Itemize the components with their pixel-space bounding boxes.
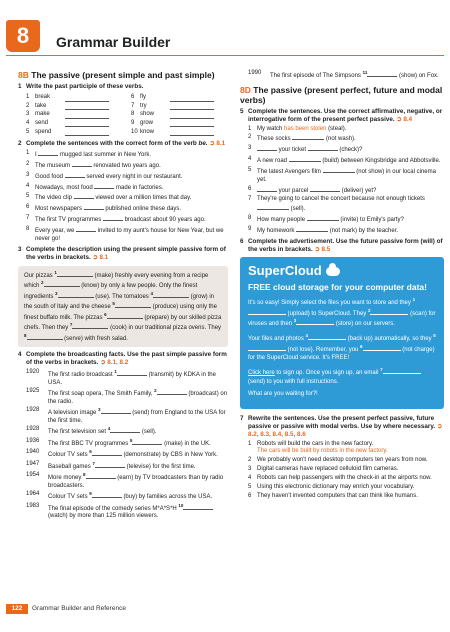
exercise-2-sentences	[18, 150, 228, 243]
sentence-item: 2 These socks (not wash).	[248, 134, 356, 143]
ad-subtitle: FREE cloud storage for your computer data!	[248, 282, 427, 293]
answer-blank[interactable]	[308, 145, 338, 151]
pizza-description-box: Our pizzas $^1$ (make) freshly every evening from a recipe which $^2$ (know) by only a few people. Only the finest ingredients $^3$ (use). The tomatoes $^4$ (grow) in the south of Italy and the cheese $^5$ (produce) using only the finest buffalo milk. The pizzas $^6$ (prepare) by our skilled pizza chefs. Then they $^7$ (cook) in our traditional pizza ovens. They $^8$ (serve) with fresh salad.	[18, 266, 228, 348]
exercise-1-title: 1 Write the past participle of these verbs.	[18, 83, 144, 91]
timeline-row: 1925 The first soap opera, The Smith Family, $^2$ (broadcast) on the radio.	[26, 388, 228, 405]
grammar-ref-icon: ➲ 8.5	[314, 246, 331, 254]
sentence-item: 9 My homework (not mark) by the teacher.	[248, 225, 399, 234]
answer-blank[interactable]	[132, 439, 162, 445]
answer-blank[interactable]	[72, 323, 108, 329]
answer-blank[interactable]	[323, 167, 355, 173]
unit-number-tab: 8	[6, 20, 40, 52]
sentence-item: 3 Digital cameras have replaced celluloid film cameras.	[248, 465, 399, 472]
exercise-3-title: 3 Complete the description using the present simple passive form of the verbs in brackets. ➲ 8.1	[18, 246, 226, 261]
verb-item: 3 make	[26, 110, 123, 119]
section-8b-title: 8B The passive (present simple and past simple)	[18, 70, 215, 80]
exercise-1-verb-list	[26, 93, 228, 136]
header-divider	[6, 55, 444, 56]
grammar-ref-icon: ➲ 8.1, 8.2	[100, 359, 129, 367]
broadcasting-timeline-continued	[240, 70, 444, 81]
verb-item: 2 take	[26, 102, 123, 111]
grammar-ref-icon: ➲ 8.1	[209, 140, 226, 148]
page-number: 122	[6, 604, 28, 614]
answer-blank[interactable]	[170, 130, 214, 136]
grammar-ref-icon: ➲ 8.1	[92, 253, 109, 261]
sentence-item: 3 Good food served every night in our restaurant.	[26, 171, 183, 180]
example-answer: The cars will be built by robots in the new factory.	[257, 448, 388, 455]
answer-blank[interactable]	[289, 156, 321, 162]
answer-blank[interactable]	[65, 130, 109, 136]
answer-blank[interactable]	[44, 281, 80, 287]
sentence-item: 4 Robots can help passengers with the check-in at the airports now.	[248, 474, 432, 481]
answer-blank[interactable]	[367, 71, 397, 77]
answer-blank[interactable]	[94, 183, 114, 189]
section-8d-title: 8D The passive (present perfect, future and modal verbs)	[240, 84, 443, 105]
sentence-item: 6 They haven't invented computers that can think like humans.	[248, 492, 418, 499]
answer-blank[interactable]	[153, 292, 189, 298]
exercise-4-title: 4 Complete the broadcasting facts. Use the past simple passive form of the verbs in brackets. ➲ 8.1, 8.2	[18, 351, 227, 367]
grammar-ref-icon: ➲ 8.4	[396, 115, 413, 123]
answer-blank[interactable]	[57, 271, 93, 277]
answer-blank[interactable]	[117, 370, 147, 376]
answer-blank[interactable]	[107, 313, 143, 319]
sentence-item: 1 My watch has been stolen (steal).	[248, 125, 347, 132]
timeline-row: 1928 The first television set $^4$ (sell).	[26, 426, 157, 436]
answer-blank[interactable]	[292, 134, 324, 140]
answer-blank[interactable]	[74, 193, 94, 199]
answer-blank[interactable]	[157, 389, 187, 395]
verb-item: 9 grow	[131, 119, 228, 128]
example-answer: has been stolen	[284, 125, 327, 132]
exercise-2-title: 2 Complete the sentences with the correct form of the verb be. ➲ 8.1	[18, 140, 226, 148]
verb-item: 8 show	[131, 110, 228, 119]
sentence-item: 6 your parcel (deliver) yet?	[248, 185, 377, 194]
sentence-item: 4 A new road (build) between Kingsbridge and Abbotsville.	[248, 156, 441, 165]
answer-blank[interactable]	[86, 473, 116, 479]
answer-blank[interactable]	[296, 226, 328, 232]
sentence-item: 8 How many people (invite) to Emily's party?	[248, 214, 404, 223]
exercise-6-title: 6 Complete the advertisement. Use the future passive form (will) of the verbs in brackets. ➲ 8.5	[240, 238, 443, 254]
sentence-item: 5 The video clip viewed over a million times that day.	[26, 193, 192, 202]
ad-paragraph-1: It's so easy! Simply select the files you want to store and they $^1$ (upload) to SuperCloud. They $^2$ (scan) for viruses and then $^3$ (store) on our servers.	[248, 296, 436, 328]
answer-blank[interactable]	[38, 150, 58, 156]
answer-blank[interactable]	[103, 215, 123, 221]
answer-blank[interactable]	[72, 161, 92, 167]
answer-blank[interactable]	[58, 292, 94, 298]
answer-blank[interactable]	[257, 145, 277, 151]
answer-blank[interactable]	[257, 186, 277, 192]
answer-blank[interactable]	[115, 302, 151, 308]
verb-item: 10 know	[131, 127, 228, 136]
timeline-row: 1947 Baseball games $^7$ (televise) for the first time.	[26, 460, 196, 470]
ad-paragraph-4: What are you waiting for?!	[248, 391, 318, 398]
answer-blank[interactable]	[76, 226, 96, 232]
answer-blank[interactable]	[92, 450, 122, 456]
left-column	[18, 70, 228, 522]
verb-item: 6 fly	[131, 93, 228, 102]
supercloud-advertisement	[240, 257, 444, 409]
sentence-item: 3 your ticket (check)?	[248, 145, 363, 154]
ad-paragraph-2: Your files and photos $^4$ (back up) automatically, so they $^5$ (not lose). Remember, you $^6$ (not charge) for the SuperCloud service. It's FREE!	[248, 332, 436, 362]
timeline-row: 1954 More money $^8$ (earn) by TV broadcasters than by radio broadcasters.	[26, 472, 224, 489]
verb-item: 1 break	[26, 93, 123, 102]
timeline-row: 1936 The first BBC TV programmes $^5$ (make) in the UK.	[26, 437, 211, 447]
sentence-item: 5 The latest Avengers film (not show) in our local cinema yet.	[248, 167, 436, 183]
sentence-item: 7 They're going to cancel the concert because not enough tickets (sell).	[248, 196, 425, 212]
sentence-item: 7 The first TV programmes broadcast about 90 years ago.	[26, 215, 206, 224]
sentence-item: 2 The museum renovated two years ago.	[26, 160, 161, 169]
page-footer	[6, 604, 444, 618]
answer-blank[interactable]	[84, 204, 104, 210]
exercise-5-title: 5 Complete the sentences. Use the correct affirmative, negative, or interrogative form of the present perfect passive. ➲ 8.4	[240, 107, 443, 123]
sentence-item: 1 I mugged last summer in New York.	[26, 149, 152, 158]
verb-item: 7 try	[131, 102, 228, 111]
answer-blank[interactable]	[310, 186, 340, 192]
answer-blank[interactable]	[65, 172, 85, 178]
timeline-row: 1920 The first radio broadcast $^1$ (transmit) by KDKA in the USA.	[26, 369, 216, 386]
supercloud-logo: SuperCloud	[248, 263, 436, 279]
timeline-row: 1928 A television image $^3$ (send) from England to the USA for the first time.	[26, 407, 226, 424]
sentence-item: 6 Most newspapers published online these days.	[26, 204, 182, 213]
right-column	[240, 70, 444, 501]
verb-item: 4 send	[26, 119, 123, 128]
timeline-row: 1964 Colour TV sets $^9$ (buy) by families across the USA.	[26, 491, 213, 501]
answer-blank[interactable]	[27, 334, 63, 340]
answer-blank[interactable]	[183, 504, 213, 510]
cloud-icon	[326, 267, 340, 276]
exercise-5-sentences	[240, 126, 444, 236]
ad-paragraph-3: Click here to sign up. Once you sign up, an email $^7$ (send) to you with full instructions.	[248, 367, 436, 386]
answer-blank[interactable]	[110, 427, 140, 433]
exercise-7-sentences	[240, 441, 444, 500]
exercise-7-title: 7 Rewrite the sentences. Use the present perfect passive, future passive or passive with modal verbs. Use by where necessary. ➲ 8.2, 8.3, 8.4, 8.5, 8.6	[240, 415, 443, 438]
sentence-item: 2 We probably won't need desktop computers ten years from now.	[248, 456, 428, 463]
sentence-item: 1 Robots will build the cars in the new factory. The cars will be built by robots in the new factory.	[248, 440, 388, 455]
answer-blank[interactable]	[92, 492, 122, 498]
answer-blank[interactable]	[95, 462, 125, 468]
verb-item: 5 spend	[26, 127, 123, 136]
answer-blank[interactable]	[307, 215, 339, 221]
footer-text: Grammar Builder and Reference	[32, 605, 126, 612]
sentence-item: 5 Using this electronic dictionary may enrich your vocabulary.	[248, 483, 415, 490]
page-title: Grammar Builder	[56, 34, 171, 50]
timeline-row: 1940 Colour TV sets $^6$ (demonstrate) by CBS in New York.	[26, 449, 218, 459]
page-header	[0, 0, 450, 60]
answer-blank[interactable]	[257, 204, 289, 210]
answer-blank[interactable]	[101, 408, 131, 414]
grammar-ref-icon: ➲ 8.2, 8.3, 8.4, 8.5, 8.6	[248, 422, 443, 438]
sentence-item: 8 Every year, we invited to my aunt's house for New Year, but we never go!	[26, 226, 224, 242]
click-here-link[interactable]: Click here	[248, 369, 275, 376]
timeline-row: 1983 The final episode of the comedy series M*A*S*H $^{10}$ (watch) by more than 125 million viewers.	[18, 503, 228, 521]
timeline-row: 1990 The first episode of The Simpsons $^{11}$ (show) on Fox.	[248, 70, 439, 79]
sentence-item: 4 Nowadays, most food made in factories.	[26, 182, 164, 191]
broadcasting-timeline	[18, 369, 228, 521]
